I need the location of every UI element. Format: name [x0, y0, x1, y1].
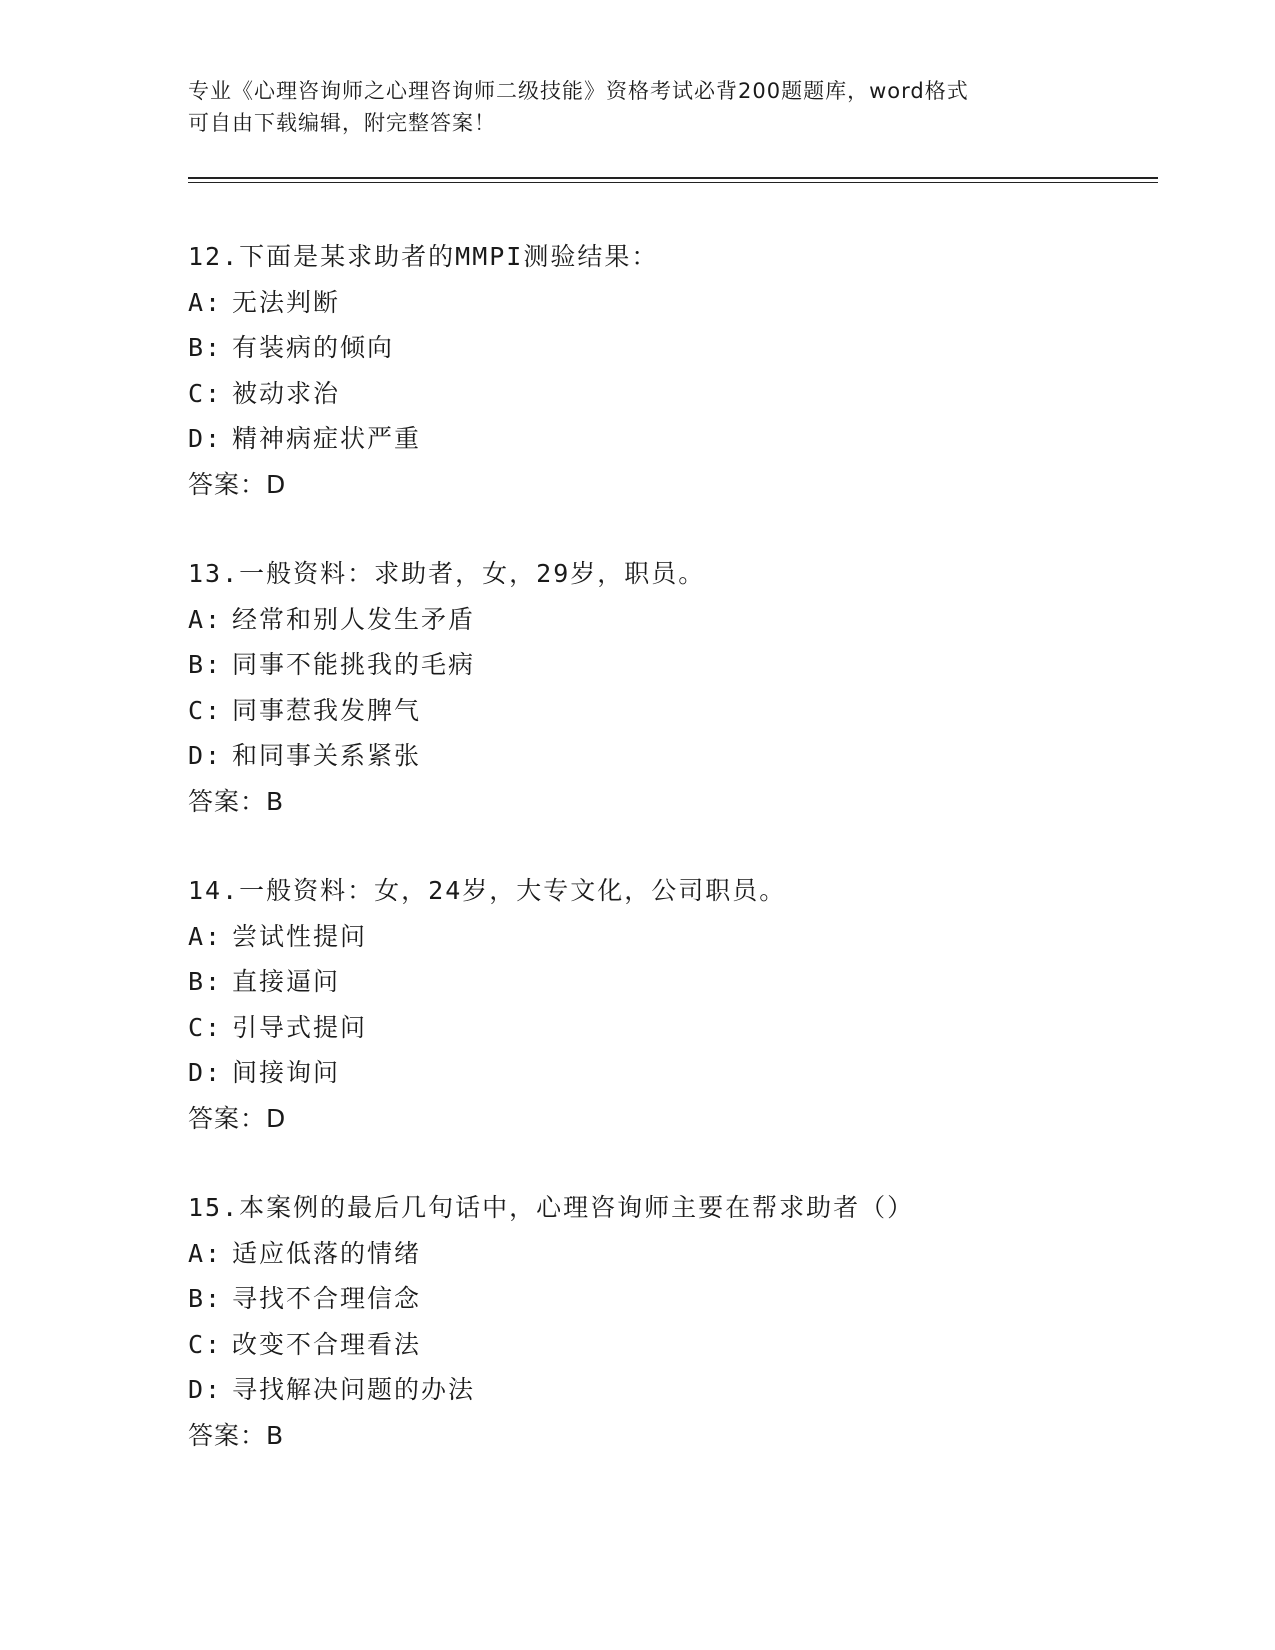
option-text: 寻找解决问题的办法 — [232, 1375, 476, 1404]
option-text: 经常和别人发生矛盾 — [232, 604, 476, 634]
question-stem: 13.一般资料：求助者，女，29岁，职员。 — [188, 559, 706, 588]
option-c — [188, 1322, 1158, 1368]
answer-line: 答案：B — [188, 1420, 285, 1450]
option-b — [188, 959, 1158, 1005]
question-13 — [188, 551, 1158, 824]
option-b — [188, 1276, 1158, 1322]
option-b — [188, 642, 1158, 688]
option-key: D: — [188, 424, 223, 453]
option-text: 被动求治 — [232, 378, 341, 408]
option-text: 有装病的倾向 — [232, 333, 395, 362]
option-key: B: — [188, 967, 223, 996]
option-a — [188, 914, 1158, 960]
question-stem: 14.一般资料：女，24岁，大专文化，公司职员。 — [188, 876, 787, 905]
option-text: 直接逼问 — [232, 967, 341, 996]
header-line-1: 专业《心理咨询师之心理咨询师二级技能》资格考试必背200题题库，word格式 — [188, 79, 969, 103]
option-d — [188, 733, 1158, 779]
question-14 — [188, 868, 1158, 1141]
option-key: D: — [188, 1058, 223, 1087]
question-list — [188, 234, 1158, 1502]
question-12 — [188, 234, 1158, 507]
option-key: C: — [188, 695, 223, 725]
option-text: 尝试性提问 — [232, 921, 368, 951]
option-a — [188, 1231, 1158, 1277]
option-c — [188, 371, 1158, 417]
option-key: A: — [188, 604, 223, 634]
option-text: 无法判断 — [232, 287, 341, 317]
option-d — [188, 1367, 1158, 1413]
option-text: 改变不合理看法 — [232, 1329, 422, 1359]
option-text: 适应低落的情绪 — [232, 1238, 422, 1268]
option-key: C: — [188, 1329, 223, 1359]
option-key: A: — [188, 287, 223, 317]
answer-line: 答案：D — [188, 469, 287, 499]
option-text: 同事惹我发脾气 — [232, 695, 422, 725]
option-text: 和同事关系紧张 — [232, 741, 422, 770]
option-key: A: — [188, 921, 223, 951]
option-key: D: — [188, 741, 223, 770]
question-15 — [188, 1185, 1158, 1458]
option-text: 引导式提问 — [232, 1012, 368, 1042]
option-text: 精神病症状严重 — [232, 424, 422, 453]
question-stem: 12.下面是某求助者的MMPI测验结果： — [188, 242, 659, 271]
answer-line: 答案：B — [188, 786, 285, 816]
option-text: 同事不能挑我的毛病 — [232, 650, 476, 679]
answer-line: 答案：D — [188, 1103, 287, 1133]
option-c — [188, 688, 1158, 734]
option-key: C: — [188, 378, 223, 408]
option-key: A: — [188, 1238, 223, 1268]
option-a — [188, 597, 1158, 643]
header-line-2: 可自由下载编辑，附完整答案！ — [188, 111, 496, 135]
option-a — [188, 280, 1158, 326]
option-key: B: — [188, 333, 223, 362]
header-divider — [188, 177, 1158, 183]
option-key: B: — [188, 1284, 223, 1313]
question-stem: 15.本案例的最后几句话中，心理咨询师主要在帮求助者（） — [188, 1193, 915, 1222]
option-text: 寻找不合理信念 — [232, 1284, 422, 1313]
document-header — [188, 75, 1088, 139]
option-text: 间接询问 — [232, 1058, 341, 1087]
option-b — [188, 325, 1158, 371]
option-key: C: — [188, 1012, 223, 1042]
option-c — [188, 1005, 1158, 1051]
option-key: D: — [188, 1375, 223, 1404]
option-key: B: — [188, 650, 223, 679]
option-d — [188, 416, 1158, 462]
option-d — [188, 1050, 1158, 1096]
